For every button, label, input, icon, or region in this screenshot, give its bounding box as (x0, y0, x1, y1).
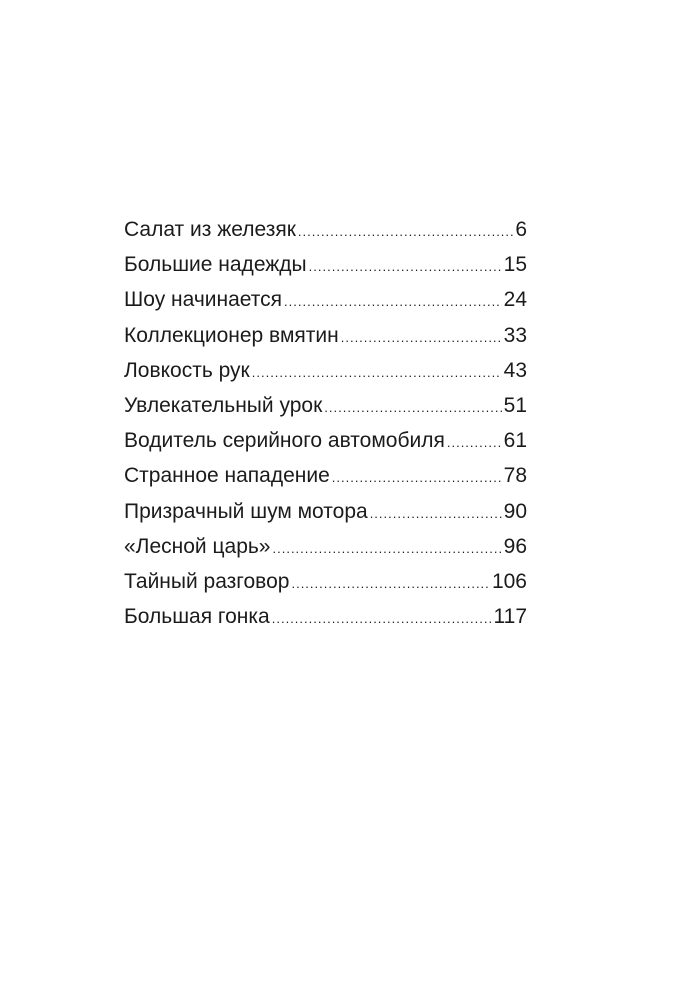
toc-dot-leader (272, 601, 492, 636)
toc-entry[interactable] (124, 388, 527, 423)
toc-dot-leader (298, 214, 513, 249)
toc-entry[interactable] (124, 529, 527, 564)
toc-entry-page: 51 (503, 393, 527, 417)
table-of-contents (124, 212, 527, 634)
toc-entry-title: «Лесной царь» (124, 534, 271, 558)
toc-entry[interactable] (124, 318, 527, 353)
toc-entry[interactable] (124, 353, 527, 388)
toc-entry-title: Увлекательный урок (124, 393, 323, 417)
toc-dot-leader (309, 249, 502, 284)
toc-entry[interactable] (124, 564, 527, 599)
toc-entry-page: 90 (503, 499, 527, 523)
toc-dot-leader (370, 496, 502, 531)
toc-entry[interactable] (124, 494, 527, 529)
toc-entry-page: 24 (503, 288, 527, 312)
toc-entry-page: 43 (503, 358, 527, 382)
toc-entry-page: 15 (503, 253, 527, 277)
toc-entry[interactable] (124, 282, 527, 317)
toc-entry-title: Странное нападение (124, 464, 330, 488)
toc-entry-title: Шоу начинается (124, 288, 283, 312)
toc-entry[interactable] (124, 247, 527, 282)
toc-entry[interactable] (124, 212, 527, 247)
toc-entry[interactable] (124, 599, 527, 634)
toc-entry-page: 6 (515, 218, 527, 241)
toc-entry-page: 61 (503, 429, 527, 453)
toc-entry-page: 96 (503, 534, 527, 558)
toc-entry-page: 78 (503, 464, 527, 488)
toc-entry-page: 33 (503, 323, 527, 347)
toc-entry-page: 106 (491, 569, 527, 593)
toc-entry-title: Большие надежды (124, 253, 307, 277)
toc-dot-leader (332, 460, 502, 495)
toc-dot-leader (284, 284, 502, 319)
toc-entry[interactable] (124, 423, 527, 458)
toc-entry-title: Ловкость рук (124, 358, 250, 382)
toc-entry-title: Салат из железяк (124, 218, 296, 241)
toc-entry-title: Водитель серийного автомобиля (124, 429, 445, 453)
toc-dot-leader (447, 425, 502, 460)
toc-dot-leader (252, 355, 502, 390)
toc-entry-title: Призрачный шум мотора (124, 499, 368, 523)
toc-dot-leader (273, 531, 502, 566)
toc-entry-title: Коллекционер вмятин (124, 323, 339, 347)
toc-dot-leader (324, 390, 501, 425)
toc-dot-leader (341, 320, 502, 355)
toc-dot-leader (291, 566, 489, 601)
toc-entry[interactable] (124, 458, 527, 493)
toc-entry-page: 117 (493, 605, 527, 629)
toc-entry-title: Тайный разговор (124, 569, 290, 593)
toc-entry-title: Большая гонка (124, 605, 270, 629)
